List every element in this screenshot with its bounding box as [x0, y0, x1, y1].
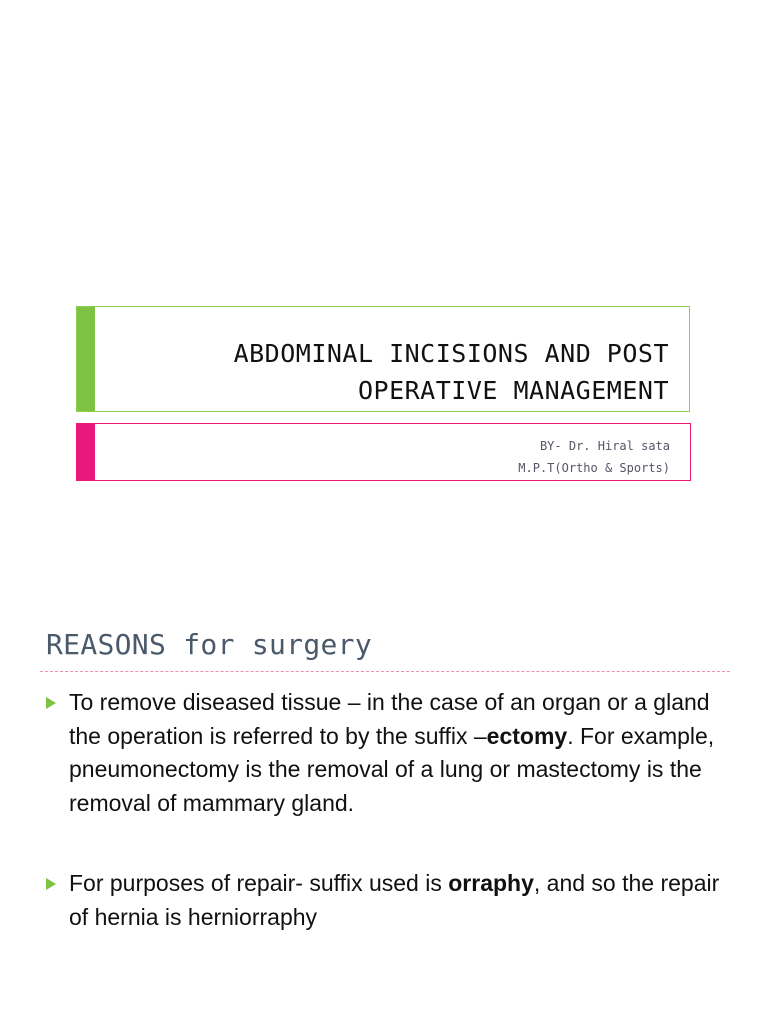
subtitle-box: [76, 423, 691, 481]
slide-title-line-2: OPERATIVE MANAGEMENT: [357, 376, 669, 405]
slide-title: [109, 335, 669, 409]
subtitle: [518, 435, 670, 479]
bullet-text-after: , and so the repair of hernia is herniorraphy: [69, 870, 720, 930]
heading-divider: [40, 671, 730, 672]
triangle-right-icon: [46, 878, 56, 890]
subtitle-accent-bar: [77, 424, 95, 480]
title-box: [76, 306, 690, 412]
section-heading: REASONS for surgery: [46, 628, 372, 661]
triangle-right-icon: [46, 697, 56, 709]
bullet-text-after: . For example, pneumonectomy is the removal of a lung or mastectomy is the removal of mammary gland.: [69, 722, 715, 816]
credentials-line: M.P.T(Ortho & Sports): [518, 461, 670, 475]
title-accent-bar: [77, 307, 95, 411]
list-item: [46, 686, 736, 820]
bullet-bold-term: ectomy: [486, 722, 568, 749]
list-item: [46, 867, 736, 934]
bullet-text-before: To remove diseased tissue – in the case of an organ or a gland the operation is referred to by the suffix –: [69, 689, 710, 749]
author-line: BY- Dr. Hiral sata: [539, 439, 670, 453]
slide-title-line-1: ABDOMINAL INCISIONS AND POST: [233, 339, 669, 368]
bullet-list: [46, 686, 736, 934]
bullet-text-before: For purposes of repair- suffix used is: [69, 870, 449, 896]
bullet-bold-term: orraphy: [448, 870, 534, 896]
